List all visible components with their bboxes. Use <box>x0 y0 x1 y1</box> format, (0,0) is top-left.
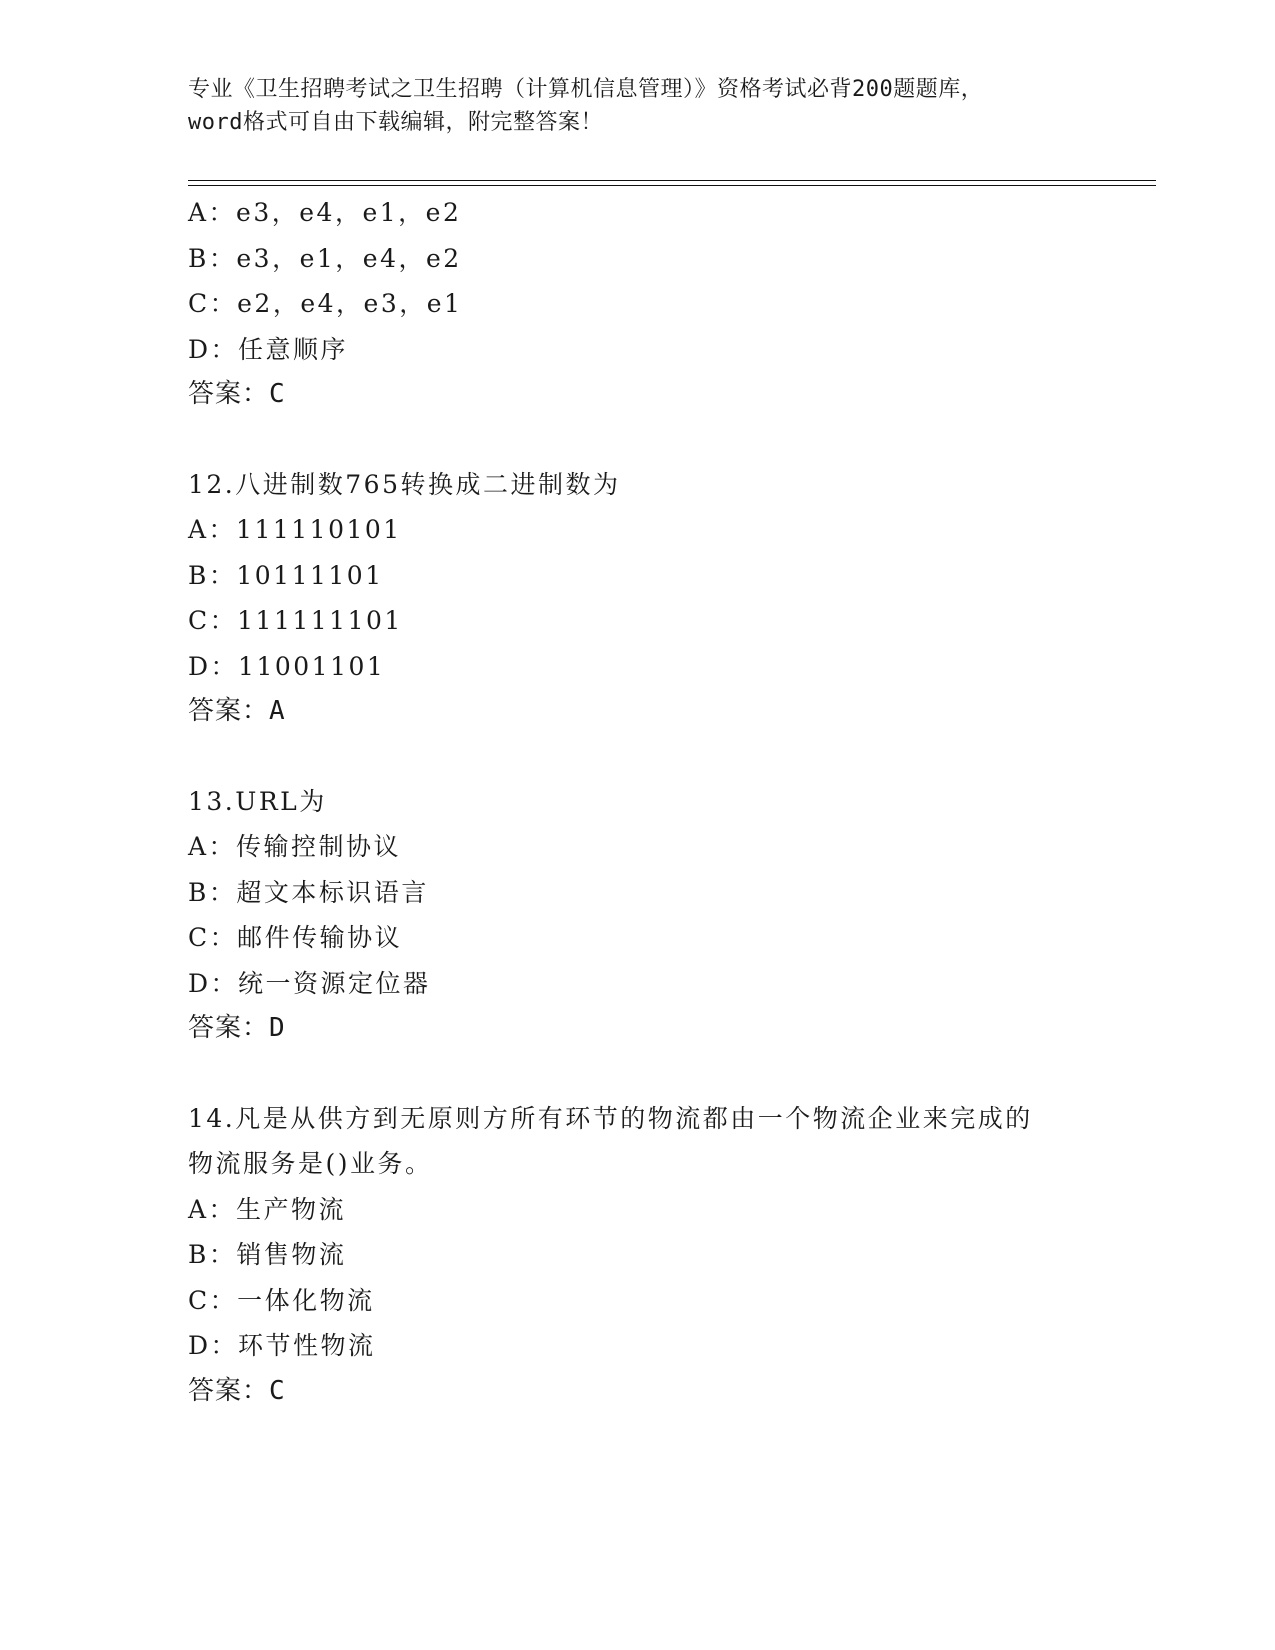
option-b: B：e3，e1，e4，e2 <box>188 243 462 273</box>
option-d: D：11001101 <box>188 651 386 681</box>
option-b: B：超文本标识语言 <box>188 877 429 907</box>
header-divider-bottom <box>188 185 1156 186</box>
option-c: C：111111101 <box>188 606 403 635</box>
question-block-12 <box>188 462 1088 735</box>
answer-line: 答案：C <box>188 1375 286 1406</box>
option-a: A：生产物流 <box>188 1194 347 1224</box>
question-text-line-2: 物流服务是()业务。 <box>188 1149 433 1178</box>
header-title-line-2: word格式可自由下载编辑，附完整答案！ <box>188 110 603 135</box>
option-c: C：e2，e4，e3，e1 <box>188 289 463 318</box>
spacer <box>188 418 1088 462</box>
question-list <box>188 190 1088 1414</box>
option-a: A：e3，e4，e1，e2 <box>188 198 462 227</box>
option-c: C：邮件传输协议 <box>188 923 403 952</box>
document-header <box>188 73 1088 139</box>
option-b: B：销售物流 <box>188 1240 347 1269</box>
question-text: 13.URL为 <box>188 786 327 816</box>
option-d: D：统一资源定位器 <box>188 968 431 998</box>
answer-line: 答案：A <box>188 696 286 726</box>
answer-line: 答案：D <box>188 1013 286 1043</box>
answer-line: 答案：C <box>188 379 286 409</box>
option-d: D：环节性物流 <box>188 1331 376 1360</box>
question-text: 12.八进制数765转换成二进制数为 <box>188 469 621 499</box>
spacer <box>188 735 1088 779</box>
header-divider-top <box>188 180 1156 181</box>
option-a: A：111110101 <box>188 515 402 544</box>
spacer <box>188 1052 1088 1096</box>
header-title-line-1: 专业《卫生招聘考试之卫生招聘（计算机信息管理）》资格考试必背200题题库， <box>188 77 984 102</box>
question-block-14 <box>188 1096 1088 1415</box>
option-b: B：10111101 <box>188 560 384 590</box>
question-text-line-1: 14.凡是从供方到无原则方所有环节的物流都由一个物流企业来完成的 <box>188 1103 1033 1133</box>
option-c: C：一体化物流 <box>188 1285 375 1315</box>
question-block-11 <box>188 190 1088 418</box>
option-d: D：任意顺序 <box>188 334 349 364</box>
option-a: A：传输控制协议 <box>188 832 402 861</box>
question-block-13 <box>188 779 1088 1052</box>
